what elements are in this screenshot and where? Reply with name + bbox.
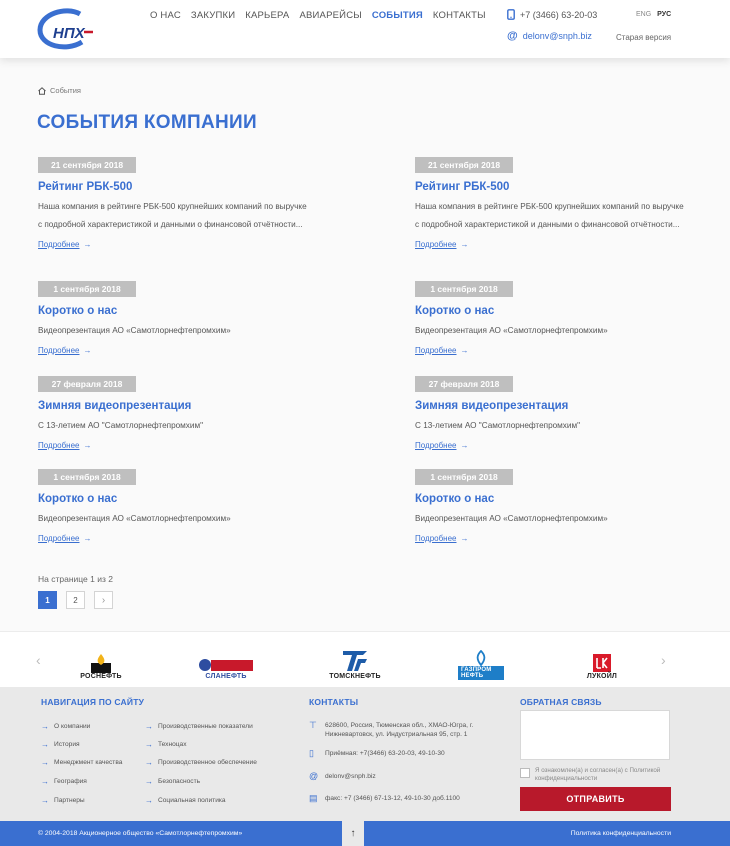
news-title[interactable]: Рейтинг РБК-500: [415, 181, 510, 193]
footer-email[interactable]: [309, 772, 376, 781]
privacy-policy-link[interactable]: Политика конфиденциальности: [570, 830, 671, 837]
copyright: © 2004-2018 Акционерное общество «Самотлорнефтепромхим»: [38, 830, 243, 837]
footer-link-label: Производственное обеспечение: [158, 759, 257, 766]
carousel-prev-icon[interactable]: ‹: [36, 652, 41, 668]
footer-nav-heading: НАВИГАЦИЯ ПО САЙТУ: [41, 697, 145, 707]
footer-link[interactable]: [145, 777, 200, 786]
page-button-2[interactable]: 2: [66, 591, 85, 609]
date-badge: 27 февраля 2018: [415, 376, 513, 392]
lang-eng[interactable]: ENG: [636, 11, 652, 18]
read-more-label: Подробнее: [38, 441, 80, 450]
home-icon[interactable]: [38, 87, 46, 95]
consent-checkbox[interactable]: [520, 767, 665, 783]
news-desc: Наша компания в рейтинге РБК-500 крупнейших компаний по выручке с подробной характеристикой и данными о финансовой отчётности...: [415, 202, 684, 229]
partner-rosneft[interactable]: [76, 640, 126, 680]
news-title[interactable]: Зимняя видеопрезентация: [38, 400, 192, 412]
read-more-label: Подробнее: [415, 240, 457, 249]
date-badge: 21 сентября 2018: [38, 157, 136, 173]
read-more-link[interactable]: [415, 240, 469, 249]
read-more-link[interactable]: [415, 346, 469, 355]
read-more-link[interactable]: [38, 240, 92, 249]
read-more-link[interactable]: [38, 346, 92, 355]
pagination: [38, 591, 113, 609]
arrow-right-icon: →: [460, 441, 469, 450]
scroll-to-top-button[interactable]: [342, 821, 364, 846]
arrow-right-icon: →: [41, 722, 49, 731]
read-more-link[interactable]: [415, 534, 469, 543]
next-page-button[interactable]: [94, 591, 113, 609]
checkbox-box[interactable]: [520, 768, 530, 778]
news-desc: С 13-летием АО "Самотлорнефтепромхим": [38, 421, 204, 430]
read-more-label: Подробнее: [38, 346, 80, 355]
nav-contacts[interactable]: КОНТАКТЫ: [432, 10, 486, 21]
header-email[interactable]: [507, 30, 592, 42]
news-item: [38, 374, 308, 453]
footer-link-label: Техноцах: [158, 741, 187, 748]
phone-icon: ▯: [309, 748, 314, 758]
arrow-up-icon: ↑: [350, 828, 356, 839]
footer-link[interactable]: [41, 758, 122, 767]
date-badge: 1 сентября 2018: [38, 469, 136, 485]
news-item: [38, 279, 308, 358]
header-phone[interactable]: [507, 9, 597, 20]
news-title[interactable]: Рейтинг РБК-500: [38, 181, 133, 193]
footer-link-label: О компании: [54, 723, 91, 730]
footer-link-label: Производственные показатели: [158, 723, 253, 730]
news-item: [38, 467, 308, 546]
footer-link[interactable]: [41, 777, 87, 786]
partner-name: РОСНЕФТЬ: [80, 673, 122, 680]
news-desc: Наша компания в рейтинге РБК-500 крупнейших компаний по выручке с подробной характеристикой и данными о финансовой отчётности...: [38, 202, 307, 229]
company-logo[interactable]: [36, 8, 94, 50]
feedback-textarea[interactable]: [520, 710, 670, 760]
partner-slavneft[interactable]: [196, 640, 256, 680]
date-badge: 1 сентября 2018: [38, 281, 136, 297]
breadcrumb: [38, 86, 81, 95]
footer-link[interactable]: [145, 722, 253, 731]
page-button-1[interactable]: 1: [38, 591, 57, 609]
footer-link[interactable]: [145, 796, 226, 805]
consent-label: Я ознакомлен(а) и согласен(а) с Политикой конфиденциальности: [535, 767, 661, 782]
news-desc: Видеопрезентация АО «Самотлорнефтепромхим»: [415, 326, 608, 335]
partner-name: ГАЗПРОМ НЕФТЬ: [458, 666, 504, 680]
logo-text: НПХ: [53, 25, 85, 42]
partner-lukoil[interactable]: [578, 640, 626, 680]
footer-link-label: История: [54, 741, 80, 748]
footer-address-text: 628600, Россия, Тюменская обл., ХМАО-Югра, г. Нижневартовск, ул. Индустриальная 95, стр. 1: [325, 722, 474, 738]
arrow-right-icon: →: [41, 796, 49, 805]
at-icon: @: [309, 771, 319, 781]
footer-fax: [309, 794, 460, 803]
news-title[interactable]: Коротко о нас: [415, 305, 495, 317]
map-pin-icon: ⊤: [309, 720, 317, 730]
read-more-link[interactable]: [415, 441, 469, 450]
partner-name: СЛАНЕФТЬ: [205, 673, 247, 680]
date-badge: 1 сентября 2018: [415, 281, 513, 297]
footer-reception-text: Приёмная: +7(3466) 63-20-03, 49-10-30: [325, 750, 445, 757]
arrow-right-icon: →: [460, 346, 469, 355]
news-item: [415, 374, 685, 453]
footer-link-label: Безопасность: [158, 778, 201, 785]
header-phone-text: +7 (3466) 63-20-03: [520, 9, 598, 20]
footer-link[interactable]: [145, 740, 187, 749]
footer-link[interactable]: [145, 758, 257, 767]
nav-about[interactable]: О НАС: [150, 10, 181, 21]
footer-fax-text: факс: +7 (3466) 67-13-12, 49-10-30 доб.1100: [325, 795, 460, 802]
read-more-label: Подробнее: [415, 346, 457, 355]
footer-link-label: Партнеры: [54, 797, 85, 804]
date-badge: 1 сентября 2018: [415, 469, 513, 485]
chevron-right-icon: ›: [101, 594, 106, 606]
submit-button[interactable]: ОТПРАВИТЬ: [520, 787, 671, 811]
header-email-text: delonv@snph.biz: [522, 31, 592, 41]
lukoil-logo-icon: [592, 653, 612, 673]
arrow-right-icon: →: [83, 534, 92, 543]
news-desc: Видеопрезентация АО «Самотлорнефтепромхим»: [38, 514, 231, 523]
date-badge: 21 сентября 2018: [415, 157, 513, 173]
rosneft-logo-icon: [91, 653, 111, 673]
read-more-link[interactable]: [38, 534, 92, 543]
arrow-right-icon: →: [83, 346, 92, 355]
slavneft-logo-icon: [197, 657, 255, 673]
arrow-right-icon: →: [145, 758, 153, 767]
read-more-label: Подробнее: [415, 534, 457, 543]
main-nav: [150, 10, 486, 21]
footer-email-text: delonv@snph.biz: [325, 773, 376, 780]
arrow-right-icon: →: [145, 740, 153, 749]
nav-events[interactable]: СОБЫТИЯ: [371, 10, 423, 21]
arrow-right-icon: →: [41, 758, 49, 767]
partner-name: ЛУКОЙЛ: [586, 673, 618, 680]
nav-career[interactable]: КАРЬЕРА: [245, 10, 290, 21]
news-item: [415, 467, 685, 546]
news-item: [415, 279, 685, 358]
news-item: [38, 155, 308, 252]
footer-reception: [309, 749, 445, 758]
news-desc: С 13-летием АО "Самотлорнефтепромхим": [415, 421, 581, 430]
partner-tomskneft[interactable]: [325, 640, 385, 680]
footer-address: [309, 721, 489, 739]
news-desc: Видеопрезентация АО «Самотлорнефтепромхим»: [38, 326, 231, 335]
footer-link-label: Менеджмент качества: [54, 759, 123, 766]
arrow-right-icon: →: [460, 240, 469, 249]
nav-flights[interactable]: АВИАРЕЙСЫ: [299, 10, 362, 21]
tomskneft-logo-icon: [341, 649, 369, 673]
news-title[interactable]: Коротко о нас: [38, 305, 118, 317]
at-icon: @: [507, 30, 518, 42]
old-version-link[interactable]: Старая версия: [616, 33, 672, 42]
arrow-right-icon: →: [460, 534, 469, 543]
footer-link[interactable]: [41, 740, 80, 749]
news-title[interactable]: Коротко о нас: [415, 493, 495, 505]
language-switcher: [636, 11, 671, 18]
arrow-right-icon: →: [145, 777, 153, 786]
bottom-bar: [0, 821, 730, 846]
read-more-label: Подробнее: [38, 534, 80, 543]
news-item: [415, 155, 685, 252]
breadcrumb-current: События: [50, 86, 81, 95]
arrow-right-icon: →: [41, 740, 49, 749]
arrow-right-icon: →: [83, 240, 92, 249]
partners-carousel: [0, 631, 730, 687]
page-title: СОБЫТИЯ КОМПАНИИ: [37, 112, 257, 133]
arrow-right-icon: →: [145, 722, 153, 731]
footer-link-label: Социальная политика: [158, 797, 226, 804]
gazprom-logo-icon: [474, 650, 488, 666]
news-desc: Видеопрезентация АО «Самотлорнефтепромхим»: [415, 514, 608, 523]
partner-name: ТОМСКНЕФТЬ: [329, 673, 381, 680]
partner-gazprom-neft[interactable]: [458, 640, 504, 680]
arrow-right-icon: →: [83, 441, 92, 450]
footer-feedback-heading: ОБРАТНАЯ СВЯЗЬ: [520, 697, 602, 707]
footer-contacts-heading: КОНТАКТЫ: [309, 697, 359, 707]
arrow-right-icon: →: [145, 796, 153, 805]
nav-purchases[interactable]: ЗАКУПКИ: [190, 10, 236, 21]
lang-rus[interactable]: РУС: [657, 11, 672, 18]
read-more-link[interactable]: [38, 441, 92, 450]
footer-link[interactable]: [41, 796, 85, 805]
arrow-right-icon: →: [41, 777, 49, 786]
fax-icon: ▤: [309, 793, 318, 803]
news-title[interactable]: Коротко о нас: [38, 493, 118, 505]
site-footer: [0, 687, 730, 821]
footer-link[interactable]: [41, 722, 90, 731]
footer-link-label: География: [54, 778, 87, 785]
pagination-info: На странице 1 из 2: [38, 574, 113, 584]
read-more-label: Подробнее: [415, 441, 457, 450]
news-title[interactable]: Зимняя видеопрезентация: [415, 400, 569, 412]
date-badge: 27 февраля 2018: [38, 376, 136, 392]
phone-icon: [507, 9, 515, 20]
carousel-next-icon[interactable]: ›: [661, 652, 666, 668]
read-more-label: Подробнее: [38, 240, 80, 249]
site-header: [0, 0, 730, 58]
